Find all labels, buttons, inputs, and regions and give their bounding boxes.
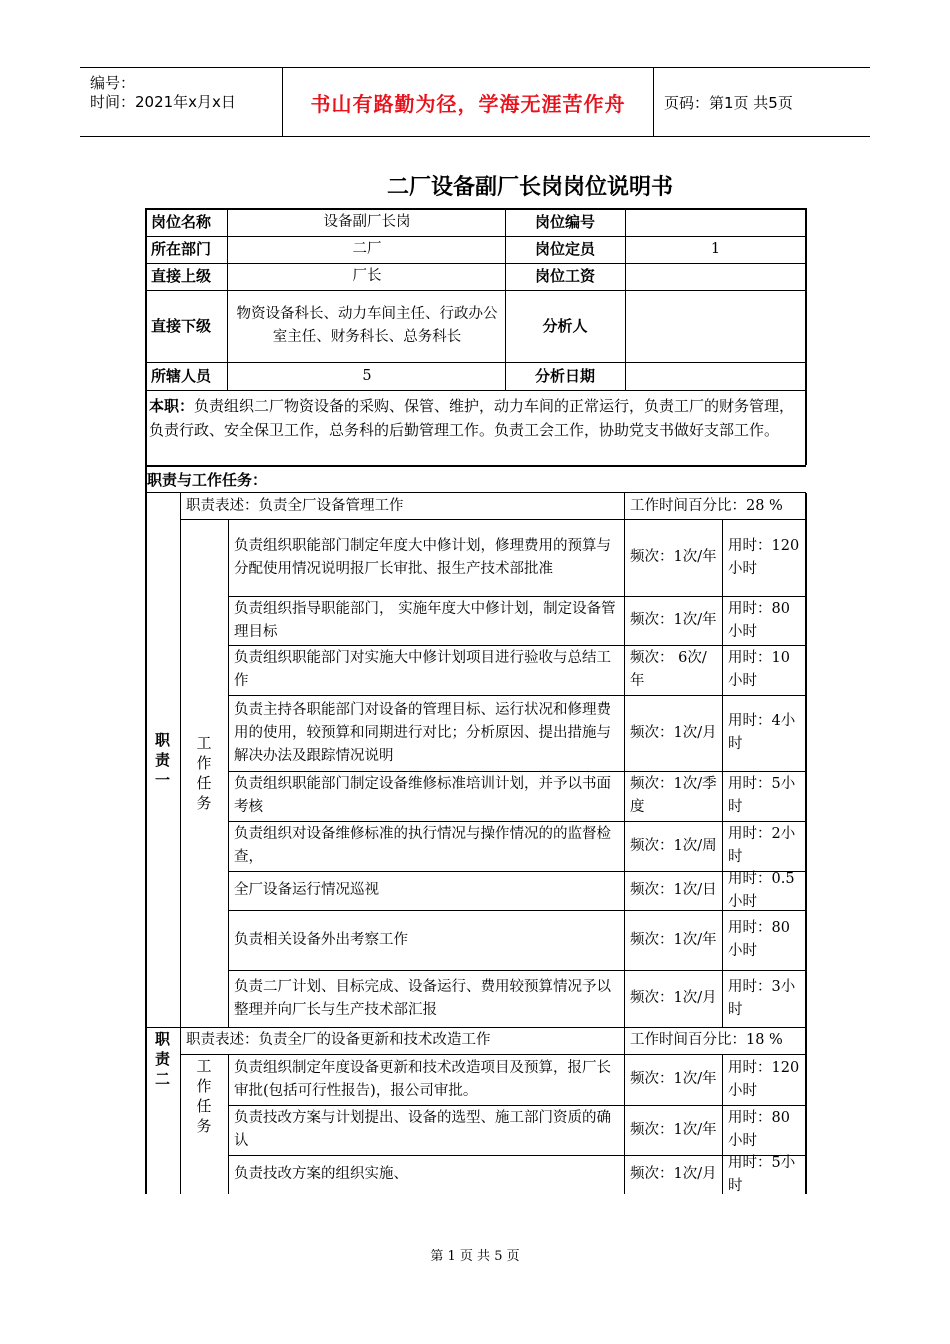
- duty-text: 负责组织二厂物资设备的采购、保管、维护，动力车间的正常运行，负责工厂的财务管理，负责行政、安全保卫工作，总务科的后勤管理工作。负责工会工作，协助党支书做好支部工作。: [149, 397, 795, 439]
- task-description: 负责组织职能部门制定年度大中修计划，修理费用的预算与分配使用情况说明报厂长审批、报生产技术部批准: [234, 537, 611, 577]
- responsibility-label: 职责二: [154, 1030, 170, 1088]
- info-value-post_name: 设备副厂长岗: [323, 213, 411, 230]
- task-description: 负责组织职能部门对实施大中修计划项目进行验收与总结工作: [234, 650, 611, 689]
- task-description: 负责组织对设备维修标准的执行情况与操作情况的的监督检查，: [234, 826, 611, 865]
- task-frequency: 频次：1次/年: [630, 931, 717, 948]
- info-label-dept: 所在部门: [151, 240, 212, 258]
- task-frequency: 频次：1次/年: [630, 1121, 717, 1138]
- responsibility-divider: [145, 1027, 806, 1028]
- duty-label: 本职：: [149, 397, 195, 415]
- document-header: [80, 67, 870, 137]
- info-value-analyst: [625, 290, 806, 362]
- info-value-dept: 二厂: [352, 241, 382, 257]
- tasks-header: 职责与工作任务：: [147, 470, 268, 489]
- task-description: 负责二厂计划、目标完成、设备运行、费用较预算情况予以整理并向厂长与生产技术部汇报: [234, 978, 611, 1018]
- task-frequency: 频次：1次/季度: [630, 776, 717, 815]
- task-label: 工作任务: [196, 1057, 212, 1135]
- info-label-date: 分析日期: [534, 366, 595, 385]
- task-frequency: 频次：1次/周: [630, 837, 717, 854]
- task-time: 用时：2小时: [728, 826, 796, 865]
- task-time: 用时：5小时: [728, 1154, 796, 1194]
- info-label-analyst: 分析人: [542, 316, 588, 335]
- info-label-post_name: 岗位名称: [151, 212, 212, 231]
- page-title: 二厂设备副厂长岗岗位说明书: [386, 175, 673, 200]
- info-label-quota: 岗位定员: [534, 240, 595, 258]
- info-value-staff: 5: [362, 367, 372, 384]
- page-footer: 第 1 页 共 5 页: [430, 1249, 520, 1264]
- info-value-quota: 1: [710, 241, 721, 257]
- info-label-subordinate: 直接下级: [151, 316, 212, 335]
- task-frequency: 频次：1次/年: [630, 612, 717, 628]
- info-label-superior: 直接上级: [151, 267, 212, 285]
- info-value-superior: 厂长: [352, 268, 382, 284]
- task-description: 全厂设备运行情况巡视: [234, 882, 379, 898]
- task-frequency: 频次：1次/月: [630, 990, 717, 1006]
- task-time: 用时：120小时: [728, 1059, 800, 1099]
- motto: 书山有路勤为径，学海无涯苦作舟: [310, 91, 626, 116]
- task-time: 用时：4小时: [728, 713, 796, 752]
- task-time: 用时：120小时: [728, 537, 800, 577]
- task-frequency: 频次：1次/年: [630, 549, 717, 565]
- task-time: 用时：0.5小时: [728, 870, 795, 910]
- task-description: 负责组织制定年度设备更新和技术改造项目及预算，报厂长审批(包括可行性报告)，报公司审批。: [234, 1059, 611, 1099]
- task-label: 工作任务: [196, 734, 212, 812]
- info-value-date: [625, 362, 806, 390]
- duty-section: [147, 394, 805, 442]
- info-value-salary: [625, 263, 806, 290]
- task-description: 负责技改方案与计划提出、设备的选型、施工部门资质的确认: [234, 1110, 611, 1149]
- duty-bottom-rule: [145, 465, 806, 467]
- info-value-post_no: [625, 208, 806, 236]
- task-frequency: 频次：1次/月: [630, 724, 717, 741]
- percent-rule: [624, 1027, 625, 1054]
- task-frequency: 频次：1次/年: [630, 1071, 717, 1087]
- responsibility-statement: 职责表述：负责全厂设备管理工作: [186, 497, 404, 514]
- task-time: 用时：80小时: [728, 920, 790, 959]
- task-time: 用时：10小时: [728, 650, 790, 689]
- info-row-rule: [145, 390, 806, 391]
- task-description: 负责相关设备外出考察工作: [234, 931, 408, 948]
- task-description: 负责技改方案的组织实施、: [234, 1166, 408, 1182]
- info-label-post_no: 岗位编号: [534, 212, 595, 231]
- task-description: 负责组织职能部门制定设备维修标准培训计划，并予以书面考核: [234, 776, 611, 815]
- task-time: 用时：80小时: [728, 1110, 790, 1149]
- date-label: 时间：2021年x月x日: [90, 93, 236, 111]
- header-motto-cell: [283, 68, 654, 136]
- number-label: 编号：: [90, 74, 136, 92]
- work-time-percent: 工作时间百分比：18 %: [630, 1032, 783, 1048]
- page-info: 页码：第1页 共5页: [664, 93, 793, 112]
- percent-rule: [624, 493, 625, 519]
- work-time-percent: 工作时间百分比：28 %: [630, 497, 783, 514]
- header-meta: [80, 68, 283, 136]
- task-description: 负责主持各职能部门对设备的管理目标、运行状况和修理费用的使用，较预算和同期进行对比；分析原因、提出措施与解决办法及跟踪情况说明: [234, 701, 611, 764]
- info-label-salary: 岗位工资: [534, 267, 595, 285]
- task-time: 用时：80小时: [728, 600, 790, 640]
- task-description: 负责组织指导职能部门， 实施年度大中修计划，制定设备管理目标: [234, 600, 616, 640]
- info-value-subordinate: 物资设备科长、动力车间主任、行政办公室主任、财务科长、总务科长: [236, 306, 498, 345]
- task-frequency: 频次：1次/月: [630, 1166, 717, 1182]
- responsibility-statement: 职责表述：负责全厂的设备更新和技术改造工作: [186, 1032, 491, 1048]
- task-frequency: 频次：1次/日: [630, 882, 717, 898]
- task-frequency: 频次： 6次/年: [630, 650, 707, 689]
- info-label-staff: 所辖人员: [151, 366, 212, 385]
- task-time: 用时：3小时: [728, 978, 796, 1018]
- responsibility-label: 职责一: [154, 731, 170, 789]
- task-time: 用时：5小时: [728, 776, 796, 815]
